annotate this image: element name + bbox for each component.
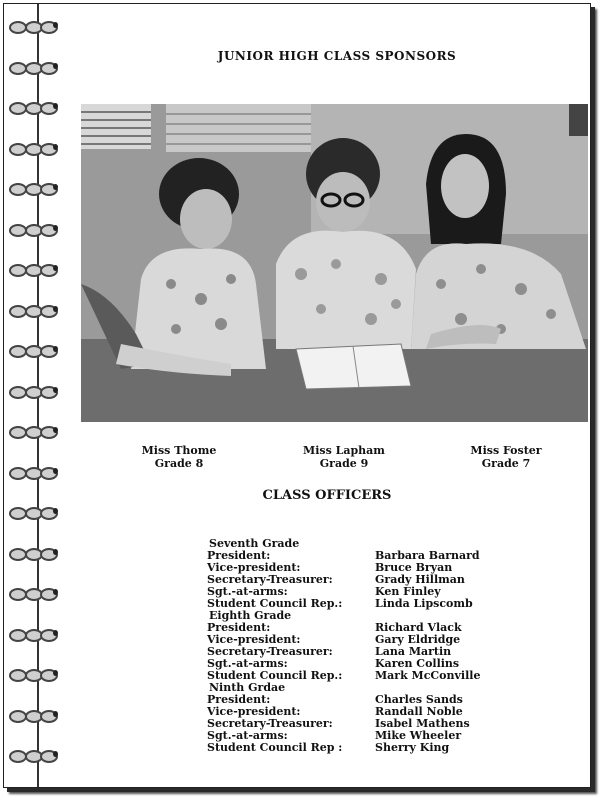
officer-role: Secretary-Treasurer: <box>207 573 333 586</box>
sponsor-grade: Grade 9 <box>319 457 369 470</box>
binding-ring-icon <box>9 344 59 356</box>
sponsors-photo-image <box>81 104 588 422</box>
yearbook-page <box>3 3 591 788</box>
binding-ring-icon <box>9 142 59 154</box>
officer-name: Karen Collins <box>375 657 460 670</box>
officer-name: Mike Wheeler <box>375 729 462 742</box>
officer-role: Student Council Rep.: <box>207 669 343 682</box>
binding-ring-icon <box>9 709 59 721</box>
binding-ring-icon <box>9 547 59 559</box>
sponsor-name: Miss Lapham <box>303 444 385 457</box>
officer-name: Randall Noble <box>375 705 463 718</box>
sponsor-caption-1 <box>109 444 249 470</box>
officers-title: CLASS OFFICERS <box>262 488 392 503</box>
officer-name: Grady Hillman <box>375 573 465 586</box>
binding-ring-icon <box>9 223 59 235</box>
sponsor-grade: Grade 7 <box>481 457 531 470</box>
officer-role: President: <box>207 549 271 562</box>
officer-role: Student Council Rep : <box>207 741 343 754</box>
officer-name: Gary Eldridge <box>375 633 461 646</box>
officer-name: Ken Finley <box>375 585 441 598</box>
officer-name: Bruce Bryan <box>375 561 453 574</box>
officer-name: Isabel Mathens <box>375 717 470 730</box>
binding-ring-icon <box>9 466 59 478</box>
grade-heading: Seventh Grade <box>209 537 300 550</box>
officer-row <box>207 742 507 754</box>
sponsors-photo <box>81 104 588 422</box>
officer-role: Sgt.-at-arms: <box>207 657 288 670</box>
binding-ring-icon <box>9 101 59 113</box>
binding-ring-icon <box>9 182 59 194</box>
binding-ring-icon <box>9 425 59 437</box>
officer-name: Linda Lipscomb <box>375 597 473 610</box>
officer-name: Charles Sands <box>375 693 463 706</box>
officer-name: Barbara Barnard <box>375 549 480 562</box>
binding-ring-icon <box>9 304 59 316</box>
officer-role: Secretary-Treasurer: <box>207 645 333 658</box>
sponsor-caption-2 <box>274 444 414 470</box>
officer-name: Sherry King <box>375 741 450 754</box>
officer-role: Vice-president: <box>207 633 301 646</box>
binding-ring-icon <box>9 20 59 32</box>
page-title: JUNIOR HIGH CLASS SPONSORS <box>217 49 457 63</box>
binding-ring-icon <box>9 506 59 518</box>
officer-name: Lana Martin <box>375 645 452 658</box>
binding-ring-icon <box>9 587 59 599</box>
officer-role: Sgt.-at-arms: <box>207 729 288 742</box>
sponsor-grade: Grade 8 <box>154 457 204 470</box>
officer-role: Vice-president: <box>207 561 301 574</box>
sponsor-name: Miss Thome <box>141 444 217 457</box>
officer-role: Sgt.-at-arms: <box>207 585 288 598</box>
sponsor-caption-3 <box>436 444 576 470</box>
binding-ring-icon <box>9 628 59 640</box>
binding-ring-icon <box>9 385 59 397</box>
grade-heading: Ninth Grdae <box>209 681 286 694</box>
officer-name: Mark McConville <box>375 669 481 682</box>
officers-roster <box>207 538 507 754</box>
officer-name: Richard Vlack <box>375 621 462 634</box>
binding-ring-icon <box>9 749 59 761</box>
officer-role: Student Council Rep.: <box>207 597 343 610</box>
binding-ring-icon <box>9 263 59 275</box>
grade-heading: Eighth Grade <box>209 609 292 622</box>
binding-ring-icon <box>9 668 59 680</box>
officer-role: President: <box>207 693 271 706</box>
officer-role: President: <box>207 621 271 634</box>
officer-role: Secretary-Treasurer: <box>207 717 333 730</box>
sponsor-name: Miss Foster <box>470 444 542 457</box>
officer-role: Vice-president: <box>207 705 301 718</box>
